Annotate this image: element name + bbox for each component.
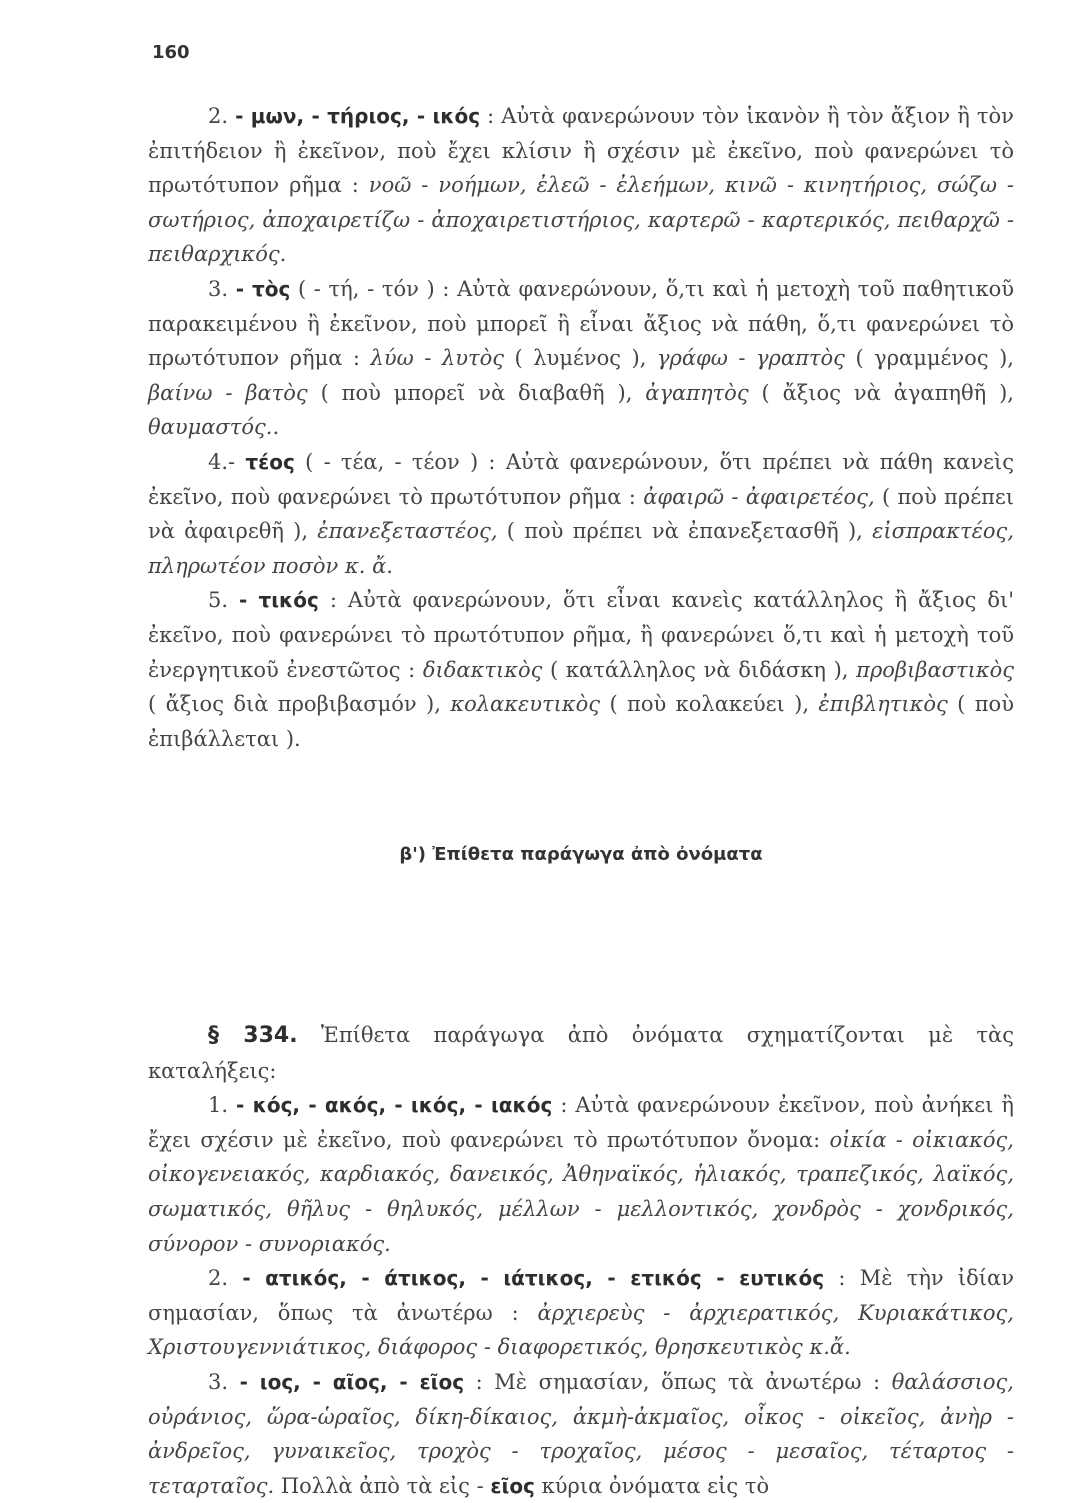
body-text: : Αὐτὰ φανερώνουν τὸν ἱκανὸν ἢ τὸν ἄξιον ἢ τὸν ἐπιτήδειον ἢ ἐκεῖνον, ποὺ ἔχει κλίσιν ἢ σχέσιν μὲ ἐκεῖνο, ποὺ φανερώνει τὸ πρωτότυπον ρῆμα : <box>148 104 1014 198</box>
example-text: διδακτικὸς <box>422 657 543 682</box>
body-text: ( - τέα, - τέον ) : Αὐτὰ φανερώνουν, ὅτι πρέπει νὰ πάθη κανεὶς ἐκεῖνο, ποὺ φανερώνει τὸ πρωτότυπον ρῆμα : <box>148 449 1015 509</box>
suffix-term: - μων, - τήριος, - ικός <box>235 104 481 128</box>
body-text: ( ποὺ πρέπει νὰ ἀφαιρεθῆ ), <box>148 484 1014 544</box>
body-text: ( ποὺ ἐπιβάλλεται ). <box>148 692 1014 751</box>
paragraph-1 <box>148 1088 1014 1261</box>
text-block-noun-adjectives <box>148 1018 1014 1503</box>
item-number: 4.- <box>208 449 236 474</box>
example-text: ἐπανεξεταστέος, <box>317 519 498 544</box>
paragraph-2 <box>148 99 1014 272</box>
body-text: ( ποὺ κολακεύει ), <box>609 692 810 717</box>
body-text: : Αὐτὰ φανερώνουν, ὅτι εἶναι κανεὶς κατάλληλος ἢ ἄξιος δι' ἐκεῖνο, ποὺ φανερώνει τὸ πρωτότυπον ρῆμα, ἢ φανερώνει ὅ,τι καὶ ἡ μετοχὴ τοῦ ἐνεργητικοῦ ἐνεστῶτος : <box>148 588 1014 682</box>
section-334 <box>148 1018 1014 1088</box>
section-number: § 334. <box>208 1023 298 1048</box>
paragraph-2b <box>148 1261 1014 1365</box>
paragraph-4 <box>148 445 1014 583</box>
item-number: 5. <box>208 588 229 613</box>
text-block-verbal-adjectives <box>148 99 1014 756</box>
body-text: ( ἄξιος νὰ ἀγαπηθῆ ), <box>761 380 1014 405</box>
body-text: ( κατάλληλος νὰ διδάσκη ), <box>550 657 849 682</box>
paragraph-3b <box>148 1365 1014 1503</box>
item-number: 3. <box>208 1369 229 1394</box>
suffix-term: - ατικός, - άτικος, - ιάτικος, - ετικός - ευτικός <box>242 1266 825 1291</box>
item-number: 1. <box>208 1093 229 1118</box>
paragraph-5 <box>148 583 1014 756</box>
examples-text: θαλάσσιος, οὐράνιος, ὥρα-ὡραῖος, δίκη-δίκαιος, ἀκμὴ-ἀκμαῖος, οἶκος - οἰκεῖος, ἀνὴρ - ἀνδρεῖος, γυναικεῖος, τροχὸς - τροχαῖος, μέσος - μεσαῖος, τέταρτος - τεταρταῖος. <box>148 1369 1014 1498</box>
suffix-term: - τικός <box>238 588 319 613</box>
body-text: κύρια ὀνόματα εἰς τὸ <box>541 1473 770 1498</box>
example-text: προβιβαστικὸς <box>856 657 1014 682</box>
example-text: εἰσπρακτέος, πληρωτέον ποσὸν κ. ἄ. <box>148 519 1014 578</box>
item-number: 2. <box>208 104 229 128</box>
example-text: βαίνω - βατὸς <box>148 380 308 405</box>
body-text: ( - τή, - τόν ) : Αὐτὰ φανερώνουν, ὅ,τι καὶ ἡ μετοχὴ τοῦ παθητικοῦ παρακειμένου ἢ ἐκεῖνον, ποὺ μπορεῖ ἢ εἶναι ἄξιος νὰ πάθη, ὅ,τι φανερώνει τὸ πρωτότυπον ρῆμα : <box>148 276 1014 371</box>
section-subheading: β') Ἐπίθετα παράγωγα ἀπὸ ὀνόματα <box>399 844 763 865</box>
suffix-term: τέος <box>245 449 295 474</box>
body-text: ( γραμμένος ), <box>855 346 1014 371</box>
item-number: 2. <box>208 1266 229 1291</box>
examples-text: οἰκία - οἰκιακός, οἰκογενειακός, καρδιακός, δανεικός, Ἀθηναϊκός, ἡλιακός, τραπεζικός, λαϊκός, σωματικός, θῆλυς - θηλυκός, μέλλων - μελλοντικός, χονδρὸς - χονδρικός, σύνορον - συνοριακός. <box>148 1127 1014 1256</box>
suffix-term: - τὸς <box>235 276 291 301</box>
example-text: ἀγαπητὸς <box>645 380 749 405</box>
body-text: : Μὲ τὴν ἰδίαν σημασίαν, ὅπως τὰ ἀνωτέρω : <box>148 1266 1014 1325</box>
body-text: ( ποὺ μπορεῖ νὰ διαβαθῆ ), <box>320 380 633 405</box>
item-number: 3. <box>208 276 229 301</box>
examples-text: ἀρχιερεὺς - ἀρχιερατικός, Κυριακάτικος, Χριστουγεννιάτικος, διάφορος - διαφορετικός, θρησκευτικὸς κ.ἄ. <box>148 1300 1014 1360</box>
body-text: : Μὲ σημασίαν, ὅπως τὰ ἀνωτέρω : <box>475 1369 881 1394</box>
paragraph-3 <box>148 272 1014 445</box>
body-text: ( ποὺ πρέπει νὰ ἐπανεξετασθῆ ), <box>506 519 863 544</box>
body-text: : Αὐτὰ φανερώνουν ἐκεῖνον, ποὺ ἀνήκει ἢ ἔχει σχέσιν μὲ ἐκεῖνο, ποὺ φανερώνει τὸ πρωτότυπον ὄνομα: <box>148 1093 1014 1152</box>
body-text: ( ἄξιος διὰ προβιβασμόν ), <box>148 692 441 717</box>
suffix-term: - ιος, - αῖος, - εῖος <box>239 1369 465 1394</box>
body-text: Ἐπίθετα παράγωγα ἀπὸ ὀνόματα σχηματίζονται μὲ τὰς καταλήξεις: <box>148 1023 1014 1083</box>
example-text: κολακευτικὸς <box>450 692 601 717</box>
suffix-term: εῖος <box>490 1473 535 1498</box>
example-text: θαυμαστός.. <box>148 415 280 440</box>
page-number: 160 <box>152 42 190 63</box>
body-text: Πολλὰ ἀπὸ τὰ εἰς - <box>280 1473 484 1498</box>
examples-text: νοῶ - νοήμων, ἐλεῶ - ἐλεήμων, κινῶ - κινητήριος, σώζω - σωτήριος, ἀποχαιρετίζω - ἀποχαιρετιστήριος, καρτερῶ - καρτερικός, πειθαρχῶ - πειθαρχικός. <box>148 173 1014 267</box>
example-text: λύω - λυτὸς <box>370 346 504 371</box>
example-text: ἀφαιρῶ - ἀφαιρετέος, <box>643 484 875 509</box>
example-text: ἐπιβλητικὸς <box>818 692 948 717</box>
suffix-term: - κός, - ακός, - ικός, - ιακός <box>236 1093 553 1118</box>
body-text: ( λυμένος ), <box>514 346 647 371</box>
example-text: γράφω - γραπτὸς <box>656 346 845 371</box>
